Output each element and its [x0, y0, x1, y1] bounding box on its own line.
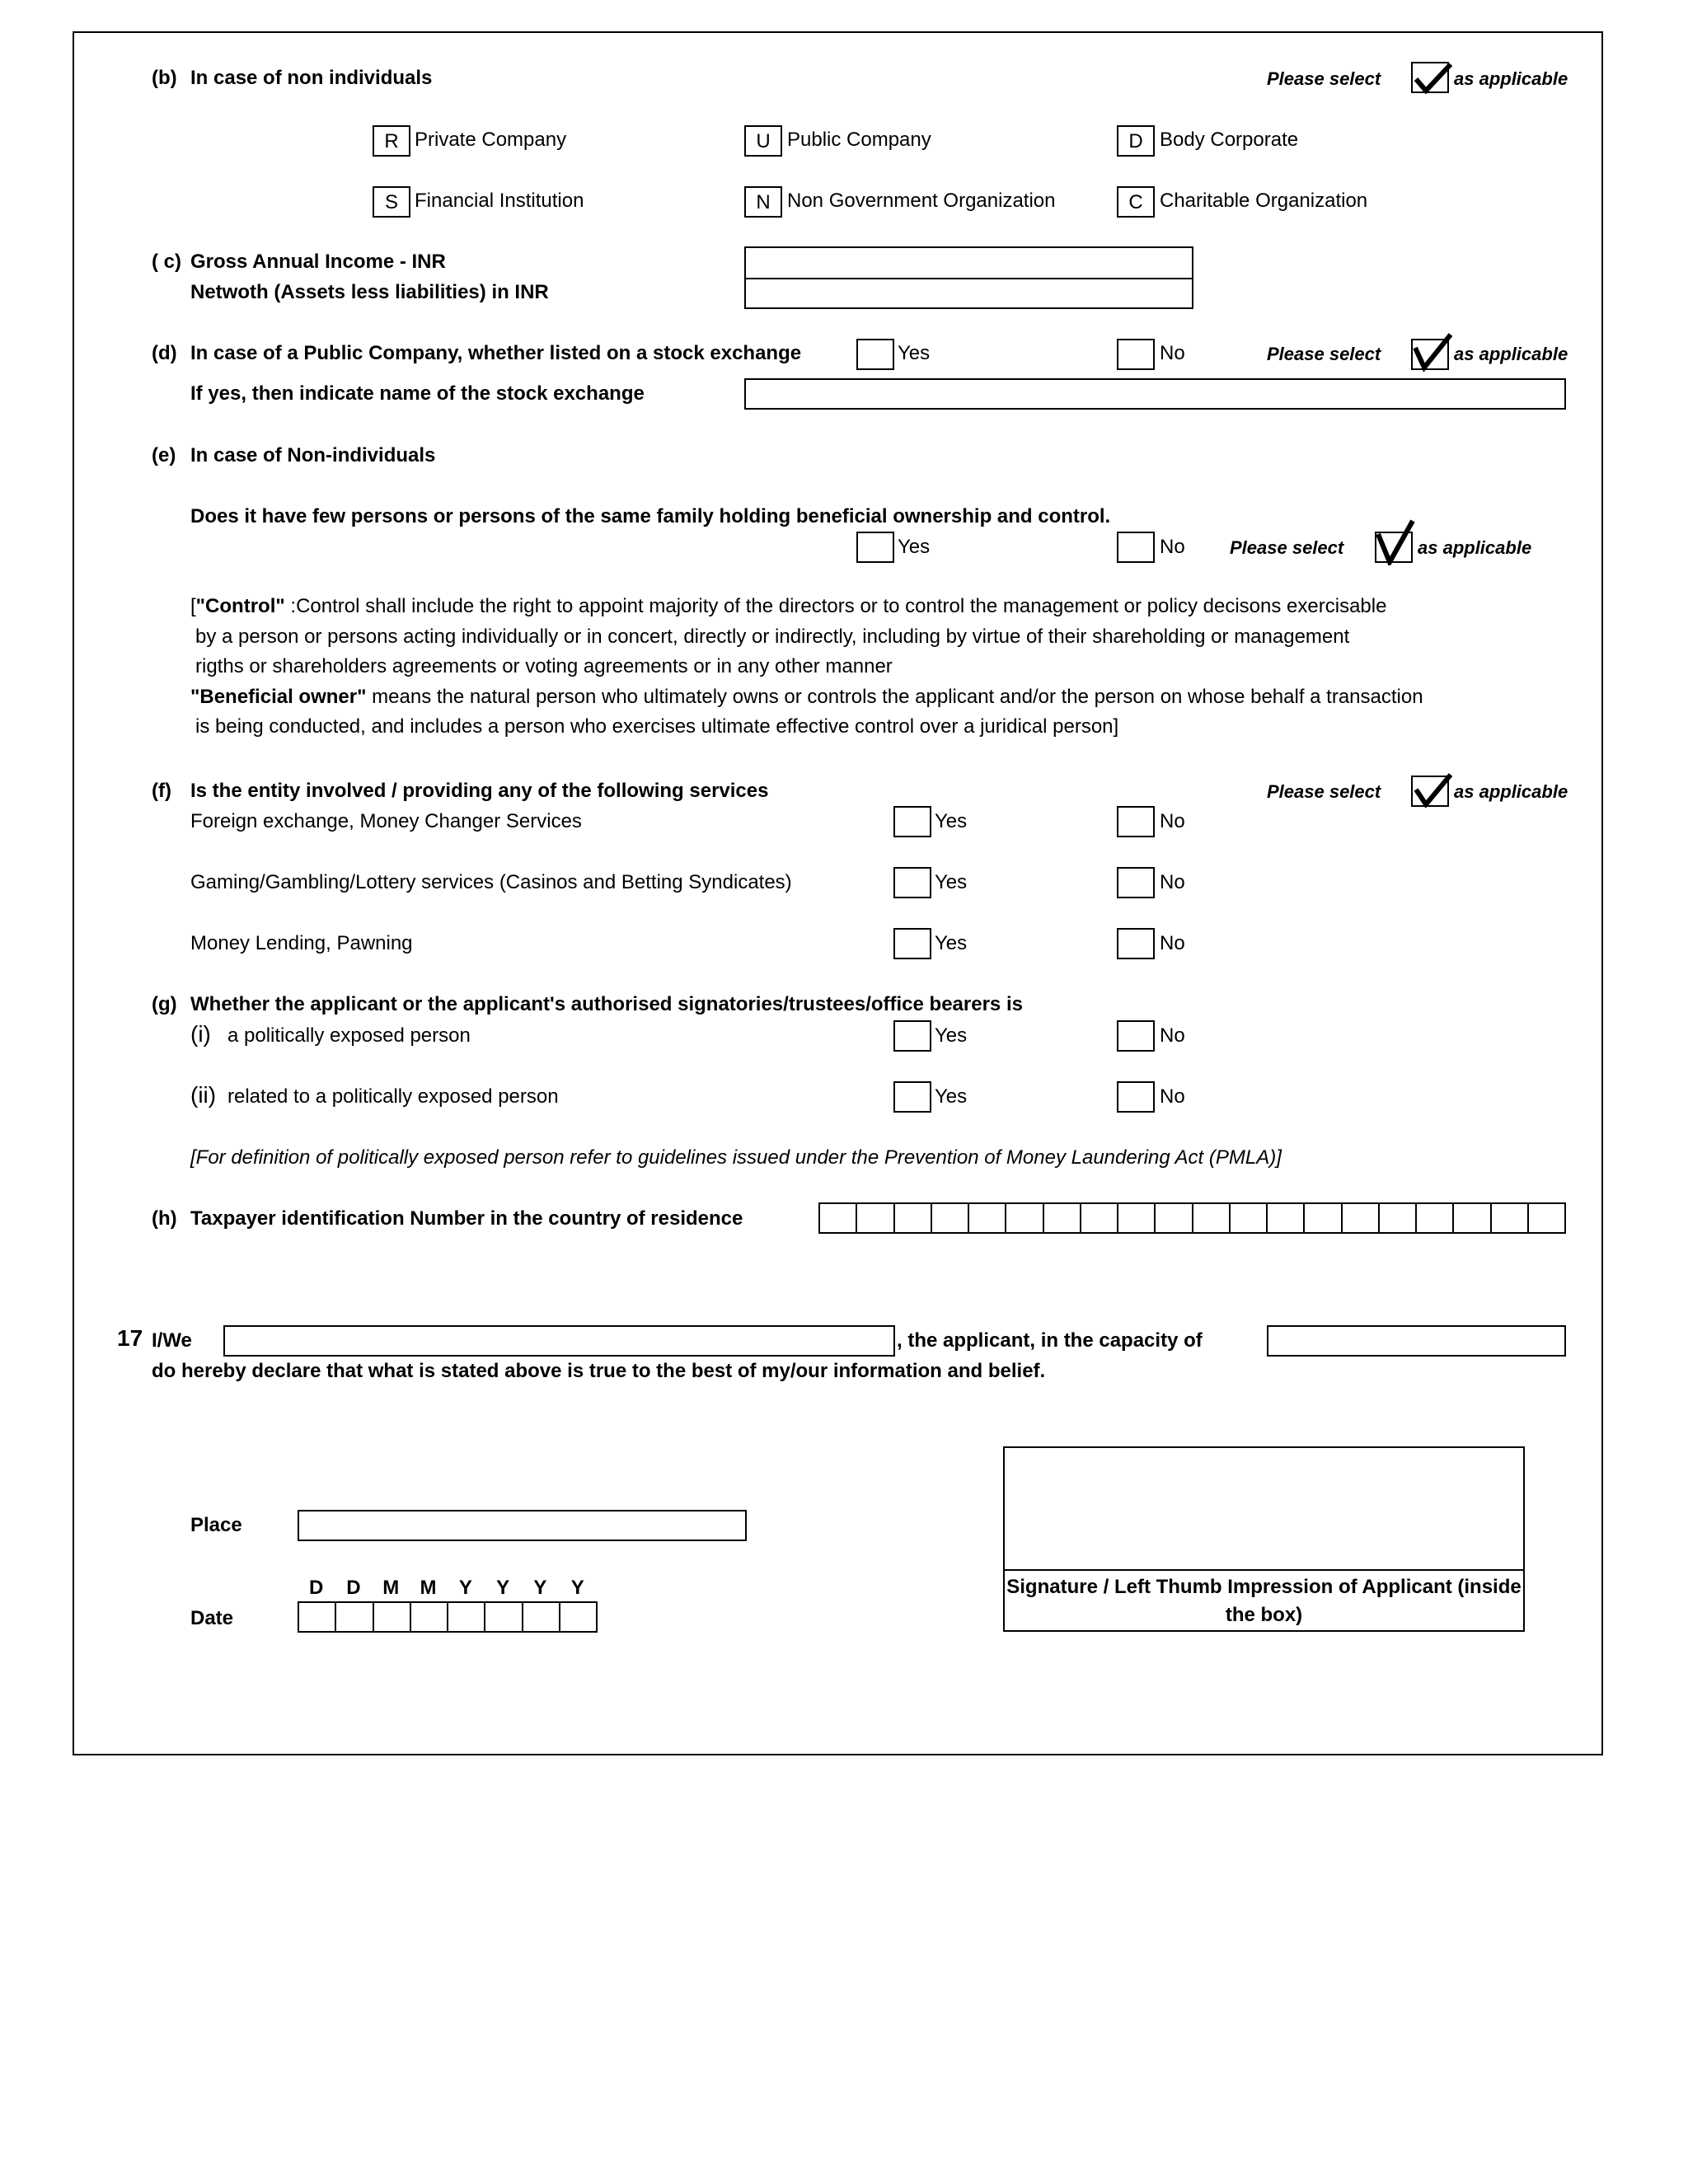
- forex-no-label: No: [1160, 810, 1185, 832]
- option-label-body-corporate: Body Corporate: [1160, 129, 1299, 151]
- tin-input-cells[interactable]: [818, 1202, 1566, 1234]
- service-gaming-label: Gaming/Gambling/Lottery services (Casinos and Betting Syndicates): [190, 871, 792, 893]
- lending-no-label: No: [1160, 932, 1185, 954]
- date-format-char: M: [420, 1577, 437, 1599]
- gaming-yes-label: Yes: [935, 871, 968, 893]
- date-label: Date: [190, 1607, 234, 1629]
- tin-cell[interactable]: [857, 1204, 894, 1232]
- tin-cell[interactable]: [895, 1204, 932, 1232]
- section-d-number: (d): [152, 342, 177, 364]
- capacity-text: , the applicant, in the capacity of: [897, 1329, 1203, 1352]
- pep-no-label: No: [1160, 1024, 1185, 1047]
- date-cell[interactable]: [299, 1603, 336, 1631]
- as-applicable-label: as applicable: [1454, 344, 1568, 364]
- control-text-line1: :Control shall include the right to appoint majority of the directors or to control the management or policy decisons exercisable: [284, 595, 1387, 617]
- please-select-label: Please select: [1267, 781, 1381, 802]
- place-field[interactable]: [298, 1510, 747, 1541]
- as-applicable-label: as applicable: [1454, 781, 1568, 802]
- listed-no-checkbox[interactable]: [1117, 339, 1155, 370]
- section-b-number: (b): [152, 67, 177, 89]
- gaming-no-checkbox[interactable]: [1117, 867, 1155, 898]
- related-pep-no-label: No: [1160, 1085, 1185, 1108]
- please-select-label: Please select: [1230, 537, 1344, 558]
- pep-roman-i: (i): [190, 1021, 211, 1047]
- tin-cell[interactable]: [932, 1204, 969, 1232]
- option-label-ngo: Non Government Organization: [787, 190, 1056, 212]
- option-code-ngo[interactable]: N: [744, 186, 782, 218]
- option-label-public-company: Public Company: [787, 129, 931, 151]
- date-format-char: Y: [533, 1577, 547, 1599]
- option-label-private-company: Private Company: [415, 129, 567, 151]
- beneficial-ownership-question: Does it have few persons or persons of the same family holding beneficial ownership and control.: [190, 505, 1111, 527]
- tin-cell[interactable]: [1118, 1204, 1156, 1232]
- control-term: "Control": [195, 595, 285, 617]
- listed-no-label: No: [1160, 342, 1185, 364]
- beneficial-owner-term: "Beneficial owner": [190, 685, 367, 708]
- lending-no-checkbox[interactable]: [1117, 928, 1155, 959]
- date-format-char: Y: [570, 1577, 584, 1599]
- control-text-line2: by a person or persons acting individually or in concert, directly or indirectly, including by virtue of their shareholding or management: [195, 625, 1350, 648]
- tin-cell[interactable]: [1006, 1204, 1043, 1232]
- date-cell[interactable]: [523, 1603, 560, 1631]
- tin-cell[interactable]: [1193, 1204, 1231, 1232]
- tin-cell[interactable]: [1305, 1204, 1342, 1232]
- gaming-no-label: No: [1160, 871, 1185, 893]
- tin-cell[interactable]: [1380, 1204, 1417, 1232]
- listed-yes-checkbox[interactable]: [856, 339, 894, 370]
- beneficial-owner-text-line2: is being conducted, and includes a person who exercises ultimate effective control over a juridical person]: [195, 715, 1119, 738]
- tin-cell[interactable]: [969, 1204, 1006, 1232]
- ownership-no-checkbox[interactable]: [1117, 532, 1155, 563]
- related-pep-label: related to a politically exposed person: [227, 1085, 559, 1108]
- date-cell[interactable]: [336, 1603, 373, 1631]
- gross-income-field[interactable]: [744, 246, 1193, 279]
- tin-label: Taxpayer identification Number in the country of residence: [190, 1207, 743, 1230]
- pep-no-checkbox[interactable]: [1117, 1020, 1155, 1052]
- date-format-char: Y: [496, 1577, 510, 1599]
- date-format-char: Y: [458, 1577, 472, 1599]
- option-code-public-company[interactable]: U: [744, 125, 782, 157]
- pep-yes-label: Yes: [935, 1024, 968, 1047]
- section-g-number: (g): [152, 993, 177, 1015]
- tin-cell[interactable]: [1268, 1204, 1305, 1232]
- date-format-char: D: [346, 1577, 361, 1599]
- tin-cell[interactable]: [1492, 1204, 1529, 1232]
- date-cell[interactable]: [485, 1603, 523, 1631]
- signature-box[interactable]: [1003, 1446, 1525, 1632]
- section-g-title: Whether the applicant or the applicant's authorised signatories/trustees/office bearers is: [190, 993, 1023, 1015]
- stock-exchange-question: If yes, then indicate name of the stock exchange: [190, 382, 645, 405]
- control-text-line3: rigths or shareholders agreements or voting agreements or in any other manner: [195, 655, 893, 677]
- date-input-cells[interactable]: [298, 1601, 598, 1633]
- forex-no-checkbox[interactable]: [1117, 806, 1155, 837]
- related-pep-yes-checkbox[interactable]: [893, 1081, 931, 1113]
- listed-question: In case of a Public Company, whether listed on a stock exchange: [190, 342, 802, 364]
- signature-caption: Signature / Left Thumb Impression of Applicant (inside the box): [1005, 1569, 1523, 1630]
- networth-field[interactable]: [744, 278, 1193, 309]
- lending-yes-checkbox[interactable]: [893, 928, 931, 959]
- check-mark-icon: [1375, 519, 1418, 565]
- option-label-financial-institution: Financial Institution: [415, 190, 584, 212]
- option-code-charitable-organization[interactable]: C: [1117, 186, 1155, 218]
- tin-cell[interactable]: [1081, 1204, 1118, 1232]
- tin-cell[interactable]: [820, 1204, 857, 1232]
- section-f-title: Is the entity involved / providing any of the following services: [190, 780, 769, 802]
- date-cell[interactable]: [374, 1603, 411, 1631]
- section-c-number: ( c): [152, 251, 181, 273]
- tin-cell[interactable]: [1231, 1204, 1268, 1232]
- listed-yes-label: Yes: [898, 342, 931, 364]
- applicant-name-field[interactable]: [223, 1325, 895, 1357]
- tin-cell[interactable]: [1454, 1204, 1491, 1232]
- pep-label: a politically exposed person: [227, 1024, 471, 1047]
- check-mark-icon: [1411, 771, 1454, 808]
- related-pep-yes-label: Yes: [935, 1085, 968, 1108]
- tin-cell[interactable]: [1156, 1204, 1193, 1232]
- section-17-number: 17: [117, 1325, 143, 1351]
- gross-income-label: Gross Annual Income - INR: [190, 251, 446, 273]
- capacity-field[interactable]: [1267, 1325, 1566, 1357]
- option-label-charitable-organization: Charitable Organization: [1160, 190, 1368, 212]
- declaration-text: do hereby declare that what is stated above is true to the best of my/our information and belief.: [152, 1360, 1046, 1382]
- lending-yes-label: Yes: [935, 932, 968, 954]
- date-cell[interactable]: [448, 1603, 485, 1631]
- option-code-body-corporate[interactable]: D: [1117, 125, 1155, 157]
- option-code-private-company[interactable]: R: [373, 125, 410, 157]
- pep-definition-note: [For definition of politically exposed person refer to guidelines issued under the Prevention of Money Laundering Act (PMLA)]: [190, 1146, 1282, 1169]
- section-b-title: In case of non individuals: [190, 67, 433, 89]
- forex-yes-label: Yes: [935, 810, 968, 832]
- control-definition: ["Control" :Control shall include the right to appoint majority of the directors or to control the management or policy decisons exercisable by a person or persons acting individually or in concert, directly or indirectly, including by virtue of their shareholding or management rigths or shareholders agreements or voting agreements or in any other manner "Beneficial owner" means the natural person who ultimately owns or controls the applicant and/or the person on whose behalf a transaction is being conducted, and includes a person who exercises ultimate effective control over a juridical person]: [190, 592, 1423, 743]
- tin-cell[interactable]: [1529, 1204, 1566, 1232]
- ownership-yes-checkbox[interactable]: [856, 532, 894, 563]
- as-applicable-label: as applicable: [1454, 68, 1568, 89]
- networth-label: Netwoth (Assets less liabilities) in INR: [190, 281, 549, 303]
- check-mark-icon: [1411, 59, 1454, 94]
- please-select-label: Please select: [1267, 68, 1381, 89]
- iwe-label: I/We: [152, 1329, 192, 1352]
- service-forex-label: Foreign exchange, Money Changer Services: [190, 810, 582, 832]
- please-select-label: Please select: [1267, 344, 1381, 364]
- gaming-yes-checkbox[interactable]: [893, 867, 931, 898]
- beneficial-owner-text-line1: means the natural person who ultimately owns or controls the applicant and/or the person on whose behalf a transaction: [366, 685, 1423, 708]
- date-format-char: M: [382, 1577, 400, 1599]
- service-lending-label: Money Lending, Pawning: [190, 932, 413, 954]
- section-h-number: (h): [152, 1207, 177, 1230]
- ownership-yes-label: Yes: [898, 536, 931, 558]
- date-format-char: D: [308, 1577, 324, 1599]
- stock-exchange-field[interactable]: [744, 378, 1566, 410]
- section-e-title: In case of Non-individuals: [190, 444, 436, 466]
- date-cell[interactable]: [411, 1603, 448, 1631]
- section-f-number: (f): [152, 780, 171, 802]
- tin-cell[interactable]: [1044, 1204, 1081, 1232]
- pep-roman-ii: (ii): [190, 1082, 217, 1108]
- forex-yes-checkbox[interactable]: [893, 806, 931, 837]
- tin-cell[interactable]: [1343, 1204, 1380, 1232]
- date-cell[interactable]: [560, 1603, 598, 1631]
- related-pep-no-checkbox[interactable]: [1117, 1081, 1155, 1113]
- option-code-financial-institution[interactable]: S: [373, 186, 410, 218]
- tin-cell[interactable]: [1417, 1204, 1454, 1232]
- ownership-no-label: No: [1160, 536, 1185, 558]
- pep-yes-checkbox[interactable]: [893, 1020, 931, 1052]
- section-e-number: (e): [152, 444, 176, 466]
- check-mark-icon: [1411, 331, 1454, 373]
- date-format-hint: [298, 1576, 596, 1601]
- as-applicable-label: as applicable: [1418, 537, 1532, 558]
- place-label: Place: [190, 1514, 242, 1536]
